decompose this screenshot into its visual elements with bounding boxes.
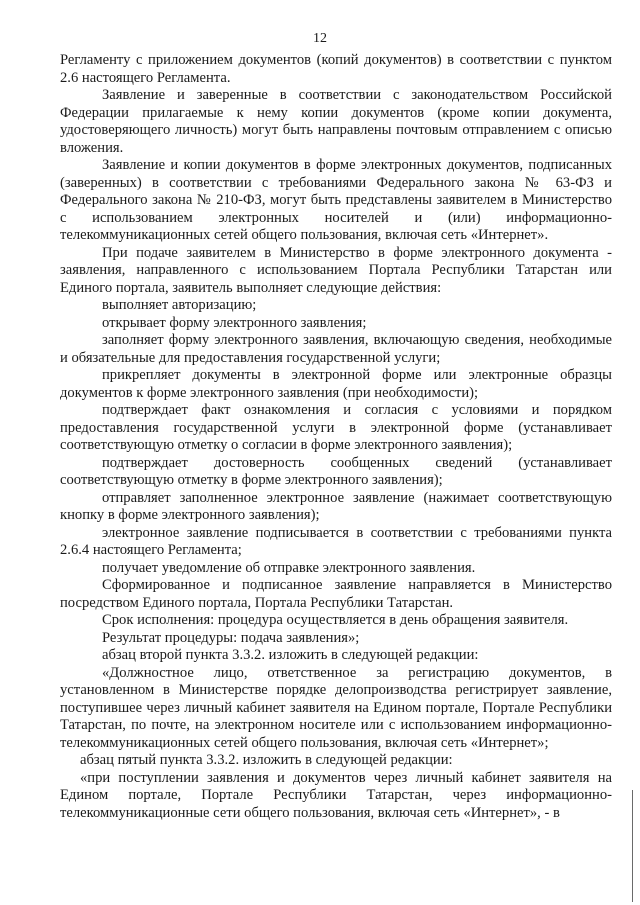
paragraph: Срок исполнения: процедура осуществляется в день обращения заявителя. — [102, 612, 569, 628]
list-item: отправляет заполненное электронное заявление (нажимает соответствующую кнопку в форме электронного заявления); — [60, 489, 612, 523]
list-item: открывает форму электронного заявления; — [102, 314, 367, 331]
paragraph: При подаче заявителем в Министерство в форме электронного документа - заявления, направленного с использованием Портала Республики Татарстан или Единого портала, заявитель выполняет следующие действия: — [60, 244, 612, 296]
scan-edge-line — [632, 790, 633, 902]
document-body — [60, 52, 612, 822]
list-item: заполняет форму электронного заявления, включающую сведения, необходимые и обязательные для предоставления государственной услуги; — [60, 332, 612, 366]
paragraph: Результат процедуры: подача заявления»; — [102, 629, 360, 646]
paragraph: абзац пятый пункта 3.3.2. изложить в следующей редакции: — [80, 752, 453, 768]
page-number: 12 — [313, 31, 327, 46]
paragraph: Заявление и заверенные в соответствии с законодательством Российской Федерации прилагаемые к нему копии документов (кроме копии документа, удостоверяющего личность) могут быть направлены почтовым отправлением с описью вложения. — [60, 87, 612, 156]
list-item: прикрепляет документы в электронной форме или электронные образцы документов к форме электронного заявления (при необходимости); — [60, 367, 612, 401]
list-item: выполняет авторизацию; — [102, 297, 257, 313]
paragraph: Регламенту с приложением документов (копий документов) в соответствии с пунктом 2.6 настоящего Регламента. — [60, 52, 612, 86]
quoted-paragraph: «при поступлении заявления и документов через личный кабинет заявителя на Едином портале, Портале Республики Татарстан, через информационно-телекоммуникационные сети общего пользования, включая сеть «Интернет», - в — [60, 769, 612, 821]
paragraph: Заявление и копии документов в форме электронных документов, подписанных (заверенных) в соответствии с требованиями Федерального закона № 63-ФЗ и Федерального закона № 210-ФЗ, могут быть представлены заявителем в Министерство с использованием электронных носителей и (или) информационно-телекоммуникационных сетей общего пользования, включая сеть «Интернет». — [60, 157, 612, 243]
list-item: подтверждает достоверность сообщенных сведений (устанавливает соответствующую отметку в форме электронного заявления); — [60, 454, 612, 488]
list-item: электронное заявление подписывается в соответствии с требованиями пункта 2.6.4 настоящего Регламента; — [60, 524, 612, 558]
paragraph: абзац второй пункта 3.3.2. изложить в следующей редакции: — [102, 647, 479, 663]
list-item: получает уведомление об отправке электронного заявления. — [102, 559, 476, 576]
quoted-paragraph: «Должностное лицо, ответственное за регистрацию документов, в установленном в Министерстве порядке делопроизводства регистрирует заявление, поступившее через личный кабинет заявителя на Едином портале, Портале Республики Татарстан, по почте, на электронном носителе или с использованием информационно-телекоммуникационных сетей общего пользования, включая сеть «Интернет»; — [60, 664, 612, 751]
paragraph: Сформированное и подписанное заявление направляется в Министерство посредством Единого портала, Портала Республики Татарстан. — [60, 577, 612, 611]
list-item: подтверждает факт ознакомления и согласия с условиями и порядком предоставления государственной услуги в электронной форме (устанавливает соответствующую отметку о согласии в форме электронного заявления); — [60, 402, 612, 453]
